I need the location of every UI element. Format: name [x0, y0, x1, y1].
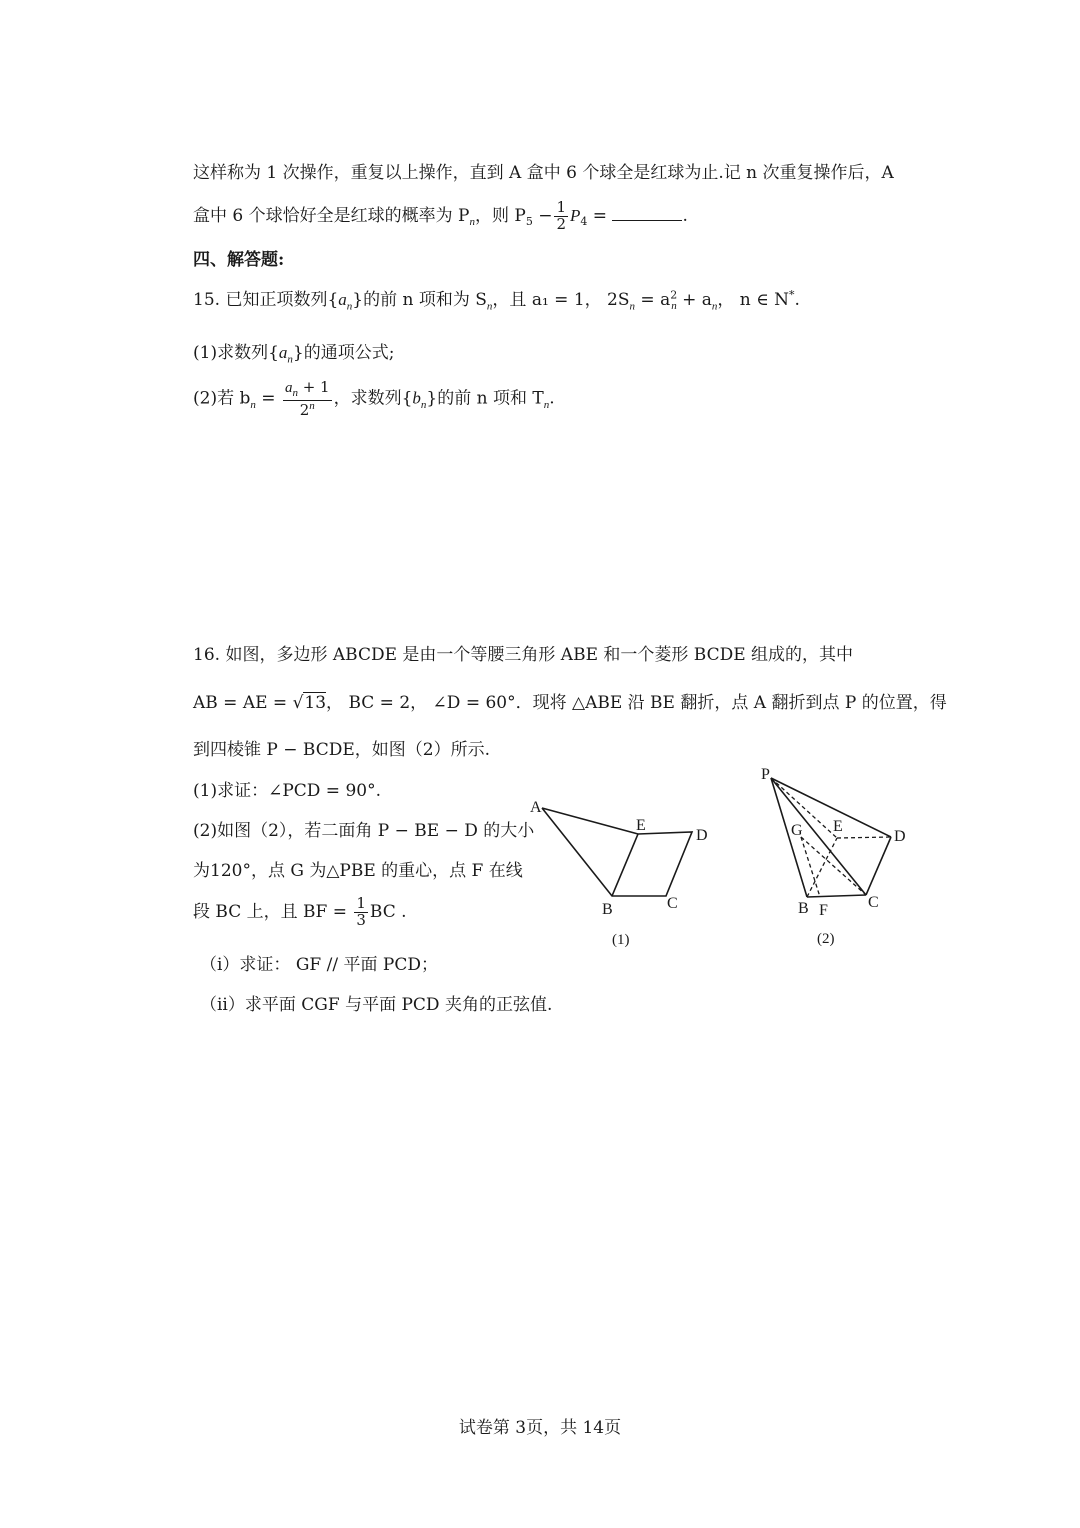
figure-2-label-b: B — [798, 900, 809, 917]
figure-1-caption: (1) — [612, 932, 630, 948]
answer-blank[interactable] — [612, 206, 682, 221]
q15-part-2: (2)若 $b_n$ = $\frac{a_n + 1}{2^n}$ ，求数列$\{b_n\}$的前 n 项和 $T_n$. — [193, 378, 555, 419]
figure-2 — [755, 765, 915, 950]
figure-1 — [520, 790, 720, 950]
q16-part-2-line-3: 段 BC 上，且 BF = $\frac{1}{3}$ BC . — [193, 894, 407, 929]
figure-2-edge-cd — [866, 837, 891, 895]
figure-2-label-p: P — [761, 766, 770, 783]
figure-2-label-e: E — [833, 818, 843, 835]
figure-1-label-d: D — [696, 827, 708, 844]
q16-part-2-line-2: 为120°，点 G 为△PBE 的重心，点 F 在线 — [193, 861, 523, 881]
q16-sub-2: （ii）求平面 CGF 与平面 PCD 夹角的正弦值. — [200, 995, 553, 1015]
fraction-third: $\frac{1}{3}$ — [356, 894, 366, 929]
figure-2-label-g: G — [791, 822, 803, 839]
figure-2-caption: (2) — [817, 931, 835, 947]
figure-2-label-f: F — [819, 902, 828, 919]
q14-line-1: 这样称为 1 次操作，重复以上操作，直到 A 盒中 6 个球全是红球为止.记 n 次重复操作后，A — [193, 163, 894, 183]
figure-1-label-e: E — [636, 817, 646, 834]
fraction-bn: $\frac{a_n + 1}{2^n}$ — [284, 378, 330, 419]
figure-2-edge-ed — [837, 837, 891, 838]
fraction-half: $\frac{1}{2}$ — [556, 198, 567, 233]
q15-part-1: (1)求数列$\{a_n\}$的通项公式; — [193, 343, 395, 366]
figure-1-label-c: C — [667, 895, 678, 912]
q16-sub-1: （i）求证： GF // 平面 PCD； — [200, 955, 438, 975]
q16-line-3: 到四棱锥 P − BCDE，如图（2）所示. — [193, 740, 490, 760]
figure-2-edge-pc — [771, 778, 866, 895]
figure-2-edge-pd — [771, 778, 891, 837]
figure-2-label-c: C — [868, 894, 879, 911]
q14-line-2: 盒中 6 个球恰好全是红球的概率为 $P_n$，则 $P_5$ − $\frac{1}{2}$ $P_4$ = . — [193, 198, 688, 233]
q16-line-2: AB = AE = √13， BC = 2， ∠D = 60°．现将 △ABE 沿 BE 翻折，点 A 翻折到点 P 的位置，得 — [193, 693, 947, 713]
page-footer: 试卷第 3页，共 14页 — [458, 1418, 622, 1438]
figure-1-label-b: B — [602, 901, 613, 918]
section-heading: 四、解答题: — [193, 250, 285, 270]
figure-1-label-a: A — [530, 799, 542, 816]
q15-stem: 15. 已知正项数列$\{a_n\}$的前 n 项和为 $S_n$，且 a₁ = 1， $2S_n = a^2_n + a_n$， n ∈ N*. — [193, 288, 800, 313]
q16-part-1: (1)求证：∠PCD = 90°. — [193, 781, 381, 801]
q16-line-1: 16. 如图，多边形 ABCDE 是由一个等腰三角形 ABE 和一个菱形 BCDE 组成的，其中 — [193, 645, 854, 665]
figure-2-edge-bc — [807, 895, 866, 897]
figure-1-segment-be — [612, 834, 638, 896]
figure-2-label-d: D — [894, 828, 906, 845]
q16-part-2-line-1: (2)如图（2），若二面角 P − BE − D 的大小 — [193, 821, 535, 841]
